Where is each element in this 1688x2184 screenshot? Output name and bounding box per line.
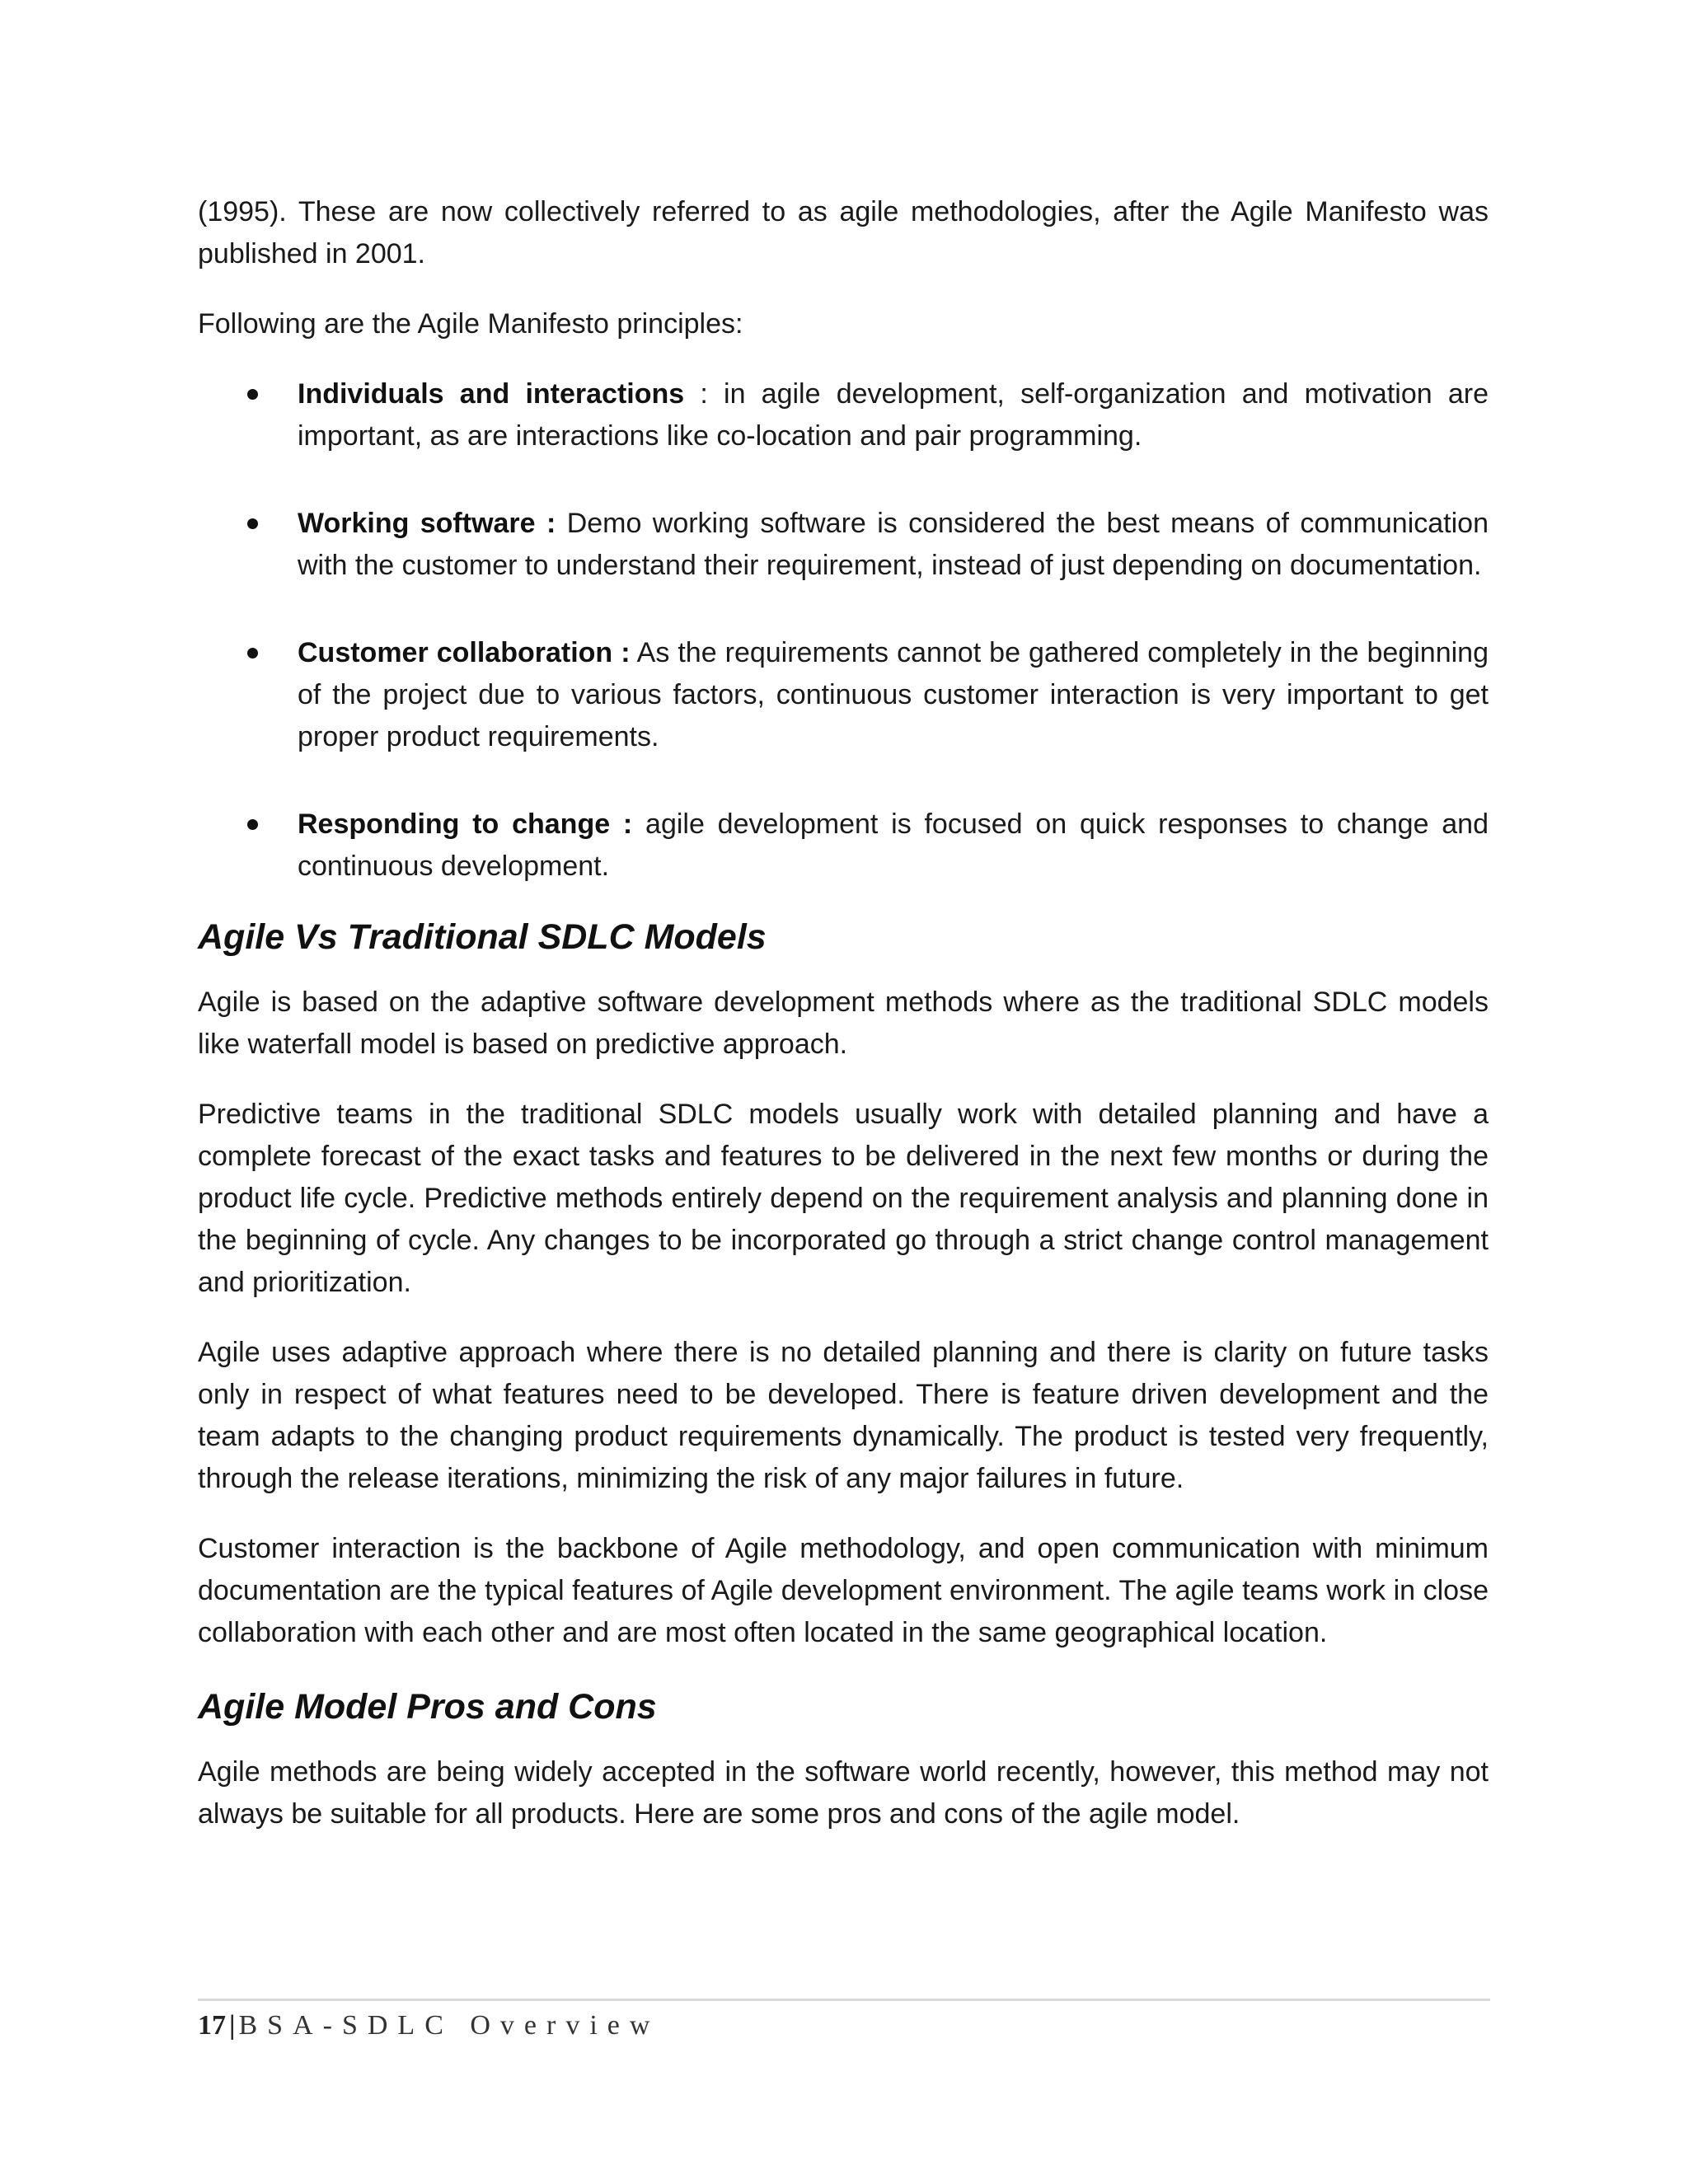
principle-item — [198, 373, 1489, 457]
bullet-icon — [247, 648, 258, 658]
principle-term: Working software : — [298, 508, 556, 539]
principle-item — [198, 804, 1489, 888]
section2-paragraph: Agile methods are being widely accepted in the software world recently, however, this method may not always be suitable for all products. Here are some pros and cons of the agile model. — [198, 1756, 1489, 1830]
section1-paragraph: Customer interaction is the backbone of Agile methodology, and open communication with minimum documentation are the typical features of Agile development environment. The agile teams work in close collaboration with each other and are most often located in the same geographical location. — [198, 1533, 1489, 1648]
page-footer — [198, 1999, 1490, 2042]
principle-separator — [631, 637, 637, 668]
section-heading-pros-cons: Agile Model Pros and Cons — [198, 1687, 657, 1727]
principles-list — [198, 373, 1489, 888]
principle-term: Individuals and interactions — [298, 378, 685, 410]
principles-intro: Following are the Agile Manifesto principles: — [198, 308, 743, 340]
section1-paragraph: Agile uses adaptive approach where there is no detailed planning and there is clarity on future tasks only in respect of what features need to be developed. There is feature driven development and the team adapts to the changing product requirements dynamically. The product is tested very frequently, through the release iterations, minimizing the risk of any major failures in future. — [198, 1337, 1489, 1494]
bullet-icon — [247, 518, 258, 529]
principle-separator — [632, 808, 645, 840]
principle-separator: : — [684, 378, 724, 410]
principle-text: As the requirements cannot be gathered completely in the beginning of the project due to various factors, continuous customer interaction is very important to get proper product requirements. — [298, 637, 1489, 752]
bullet-icon — [247, 819, 258, 830]
bullet-icon — [247, 389, 258, 400]
principle-term: Responding to change : — [298, 808, 633, 840]
footer-separator: | — [229, 2010, 236, 2041]
principle-term: Customer collaboration : — [298, 637, 631, 668]
intro-paragraph: (1995). These are now collectively referred to as agile methodologies, after the Agile Manifesto was published in 2001. — [198, 196, 1489, 269]
principle-separator — [556, 508, 566, 539]
footer-title: BSA-SDLC Overview — [238, 2010, 660, 2041]
principle-item — [198, 632, 1489, 758]
section-heading-agile-vs-traditional: Agile Vs Traditional SDLC Models — [198, 917, 767, 957]
section1-paragraph: Predictive teams in the traditional SDLC models usually work with detailed planning and have a complete forecast of the exact tasks and features to be delivered in the next few months or during the product life cycle. Predictive methods entirely depend on the requirement analysis and planning done in the beginning of cycle. Any changes to be incorporated go through a strict change control management and prioritization. — [198, 1099, 1489, 1298]
page-number: 17 — [198, 2010, 226, 2041]
principle-text: in agile development, self-organization and motivation are important, as are interactions like co-location and pair programming. — [298, 378, 1489, 452]
page-content — [198, 191, 1489, 1863]
section1-paragraph: Agile is based on the adaptive software development methods where as the traditional SDLC models like waterfall model is based on predictive approach. — [198, 987, 1489, 1060]
principle-text: agile development is focused on quick responses to change and continuous development. — [298, 808, 1489, 882]
principle-item — [198, 503, 1489, 587]
principle-text: Demo working software is considered the best means of communication with the customer to understand their requirement, instead of just depending on documentation. — [298, 508, 1489, 581]
